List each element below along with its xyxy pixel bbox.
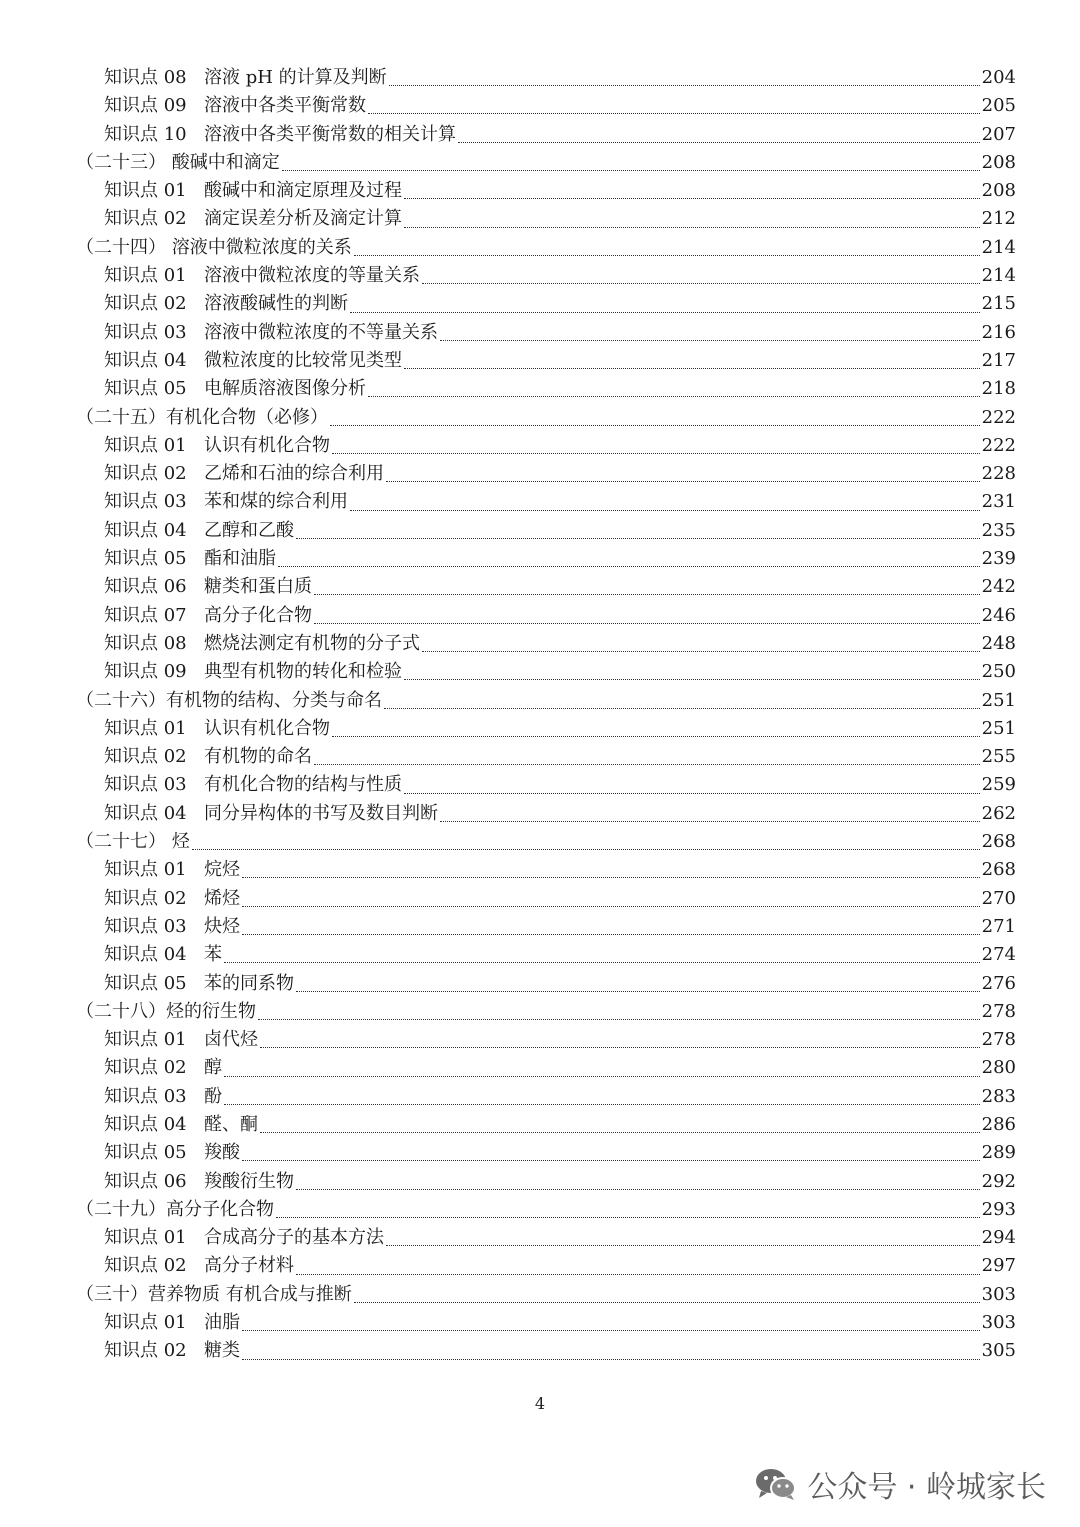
toc-item-entry[interactable]	[0, 290, 1016, 318]
toc-entry-title	[104, 1083, 222, 1111]
toc-entry-title	[104, 856, 240, 884]
toc-entry-title	[104, 1026, 258, 1054]
toc-page-number: 303	[981, 1312, 1016, 1334]
table-of-contents	[0, 64, 1080, 1366]
toc-entry-text: 油脂	[204, 1312, 240, 1334]
toc-entry-text: 溶液中微粒浓度的等量关系	[204, 265, 420, 287]
toc-page-number: 212	[981, 208, 1016, 230]
toc-page-number: 215	[981, 293, 1016, 315]
toc-item-entry[interactable]	[0, 1168, 1016, 1196]
toc-entry-title	[104, 1168, 294, 1196]
toc-dot-leader	[192, 848, 980, 850]
toc-entry-text: 羧酸	[204, 1142, 240, 1164]
toc-page-number: 205	[981, 95, 1016, 117]
toc-dot-leader	[458, 141, 980, 143]
toc-page-number: 214	[981, 236, 1016, 258]
toc-section-entry[interactable]	[0, 1281, 1016, 1309]
toc-section-entry[interactable]	[0, 828, 1016, 856]
toc-entry-label: 知识点 02	[104, 1255, 187, 1277]
toc-entry-text: 高分子材料	[204, 1255, 294, 1277]
toc-dot-leader	[242, 1358, 980, 1360]
toc-entry-title	[104, 1111, 258, 1139]
toc-item-entry[interactable]	[0, 602, 1016, 630]
toc-page-number: 297	[981, 1255, 1016, 1277]
toc-dot-leader	[242, 933, 980, 935]
toc-dot-leader	[404, 197, 980, 199]
toc-entry-label: 知识点 03	[104, 491, 187, 513]
toc-page-number: 274	[981, 944, 1016, 966]
toc-entry-label: 知识点 02	[104, 208, 187, 230]
toc-entry-text: 乙醇和乙酸	[204, 519, 294, 541]
toc-item-entry[interactable]	[0, 573, 1016, 601]
toc-entry-label: 知识点 06	[104, 1170, 187, 1192]
toc-entry-title	[104, 630, 420, 658]
toc-entry-text: 溶液酸碱性的判断	[204, 293, 348, 315]
toc-entry-text: 乙烯和石油的综合利用	[204, 463, 384, 485]
toc-entry-text: 有机化合物的结构与性质	[204, 774, 402, 796]
toc-dot-leader	[384, 707, 980, 709]
toc-item-entry[interactable]	[0, 64, 1016, 92]
toc-entry-label: 知识点 02	[104, 746, 187, 768]
toc-dot-leader	[296, 537, 980, 539]
toc-entry-title	[104, 658, 402, 686]
toc-entry-label: 知识点 03	[104, 774, 187, 796]
toc-entry-text: 滴定误差分析及滴定计算	[204, 208, 402, 230]
toc-dot-leader	[296, 1188, 980, 1190]
toc-page-number: 235	[981, 519, 1016, 541]
toc-item-entry[interactable]	[0, 1026, 1016, 1054]
toc-page-number: 278	[981, 1000, 1016, 1022]
toc-entry-label: 知识点 05	[104, 378, 187, 400]
page-number: 4	[534, 1394, 546, 1413]
toc-dot-leader	[258, 1018, 980, 1020]
toc-entry-label: 知识点 01	[104, 180, 187, 202]
toc-entry-title	[104, 375, 366, 403]
toc-entry-title	[104, 319, 438, 347]
toc-page-number: 248	[981, 632, 1016, 654]
toc-dot-leader	[354, 254, 980, 256]
toc-page-number: 216	[981, 321, 1016, 343]
toc-item-entry[interactable]	[0, 800, 1016, 828]
toc-item-entry[interactable]	[0, 347, 1016, 375]
toc-dot-leader	[368, 395, 980, 397]
toc-dot-leader	[278, 565, 980, 567]
toc-entry-text: 糖类	[204, 1340, 240, 1362]
toc-entry-text: 糖类和蛋白质	[204, 576, 312, 598]
watermark	[755, 1462, 1046, 1506]
toc-entry-title	[104, 92, 366, 120]
toc-dot-leader	[314, 593, 980, 595]
toc-entry-label: 知识点 01	[104, 265, 187, 287]
toc-item-entry[interactable]	[0, 658, 1016, 686]
toc-dot-leader	[242, 876, 980, 878]
toc-entry-text: 电解质溶液图像分析	[204, 378, 366, 400]
toc-entry-label: 知识点 01	[104, 1029, 187, 1051]
toc-item-entry[interactable]	[0, 92, 1016, 120]
toc-item-entry[interactable]	[0, 715, 1016, 743]
toc-item-entry[interactable]	[0, 319, 1016, 347]
toc-dot-leader	[422, 282, 980, 284]
toc-entry-title: （二十八）烃的衍生物	[76, 1000, 256, 1022]
toc-entry-title	[104, 771, 402, 799]
toc-section-entry[interactable]	[0, 149, 1016, 177]
toc-entry-text: 酚	[204, 1085, 222, 1107]
toc-dot-leader	[224, 1075, 980, 1077]
toc-dot-leader	[404, 678, 980, 680]
toc-entry-title	[104, 290, 348, 318]
toc-entry-text: 燃烧法测定有机物的分子式	[204, 632, 420, 654]
toc-entry-title	[104, 64, 387, 92]
toc-dot-leader	[350, 311, 980, 313]
toc-page-number: 303	[981, 1283, 1016, 1305]
toc-item-entry[interactable]	[0, 375, 1016, 403]
toc-dot-leader	[332, 735, 980, 737]
toc-item-entry[interactable]	[0, 1139, 1016, 1167]
toc-entry-label: 知识点 06	[104, 576, 187, 598]
toc-page-number: 278	[981, 1029, 1016, 1051]
toc-entry-text: 烷烃	[204, 859, 240, 881]
toc-dot-leader	[296, 1273, 980, 1275]
toc-dot-leader	[404, 226, 980, 228]
toc-entry-title	[104, 1309, 240, 1337]
toc-entry-title	[104, 177, 402, 205]
toc-entry-label: 知识点 02	[104, 887, 187, 909]
toc-entry-label: 知识点 02	[104, 463, 187, 485]
toc-page-number: 239	[981, 548, 1016, 570]
toc-entry-title: （二十七） 烃	[76, 831, 190, 853]
toc-entry-label: 知识点 09	[104, 661, 187, 683]
toc-entry-text: 酸碱中和滴定原理及过程	[204, 180, 402, 202]
toc-dot-leader	[368, 112, 980, 114]
toc-page-number: 271	[981, 915, 1016, 937]
toc-item-entry[interactable]	[0, 771, 1016, 799]
toc-entry-label: 知识点 08	[104, 632, 187, 654]
toc-entry-label: 知识点 04	[104, 802, 187, 824]
toc-entry-text: 合成高分子的基本方法	[204, 1227, 384, 1249]
toc-entry-title	[104, 800, 438, 828]
toc-page-number: 208	[981, 151, 1016, 173]
toc-item-entry[interactable]	[0, 1083, 1016, 1111]
toc-entry-text: 高分子化合物	[204, 604, 312, 626]
toc-entry-title	[104, 1224, 384, 1252]
toc-entry-text: 典型有机物的转化和检验	[204, 661, 402, 683]
toc-entry-label: 知识点 05	[104, 972, 187, 994]
toc-dot-leader	[354, 1301, 980, 1303]
toc-entry-title	[104, 460, 384, 488]
toc-item-entry[interactable]	[0, 743, 1016, 771]
toc-entry-label: 知识点 03	[104, 915, 187, 937]
toc-entry-title	[104, 432, 330, 460]
toc-section-entry[interactable]	[0, 404, 1016, 432]
toc-entry-label: 知识点 01	[104, 859, 187, 881]
toc-page-number: 270	[981, 887, 1016, 909]
toc-entry-title	[104, 1252, 294, 1280]
toc-entry-title	[104, 1337, 240, 1365]
toc-entry-text: 酯和油脂	[204, 548, 276, 570]
toc-item-entry[interactable]	[0, 545, 1016, 573]
toc-dot-leader	[386, 480, 980, 482]
toc-section-entry[interactable]	[0, 234, 1016, 262]
toc-page-number: 283	[981, 1085, 1016, 1107]
toc-page-number: 228	[981, 463, 1016, 485]
toc-item-entry[interactable]	[0, 970, 1016, 998]
toc-entry-label: 知识点 02	[104, 1057, 187, 1079]
toc-item-entry[interactable]	[0, 1252, 1016, 1280]
toc-dot-leader	[224, 961, 980, 963]
toc-entry-label: 知识点 04	[104, 349, 187, 371]
toc-page-number: 208	[981, 180, 1016, 202]
toc-page-number: 292	[981, 1170, 1016, 1192]
toc-dot-leader	[282, 169, 980, 171]
toc-entry-title	[104, 205, 402, 233]
toc-item-entry[interactable]	[0, 630, 1016, 658]
toc-page-number: 246	[981, 604, 1016, 626]
toc-entry-text: 溶液中各类平衡常数	[204, 95, 366, 117]
toc-entry-label: 知识点 08	[104, 67, 187, 88]
toc-entry-label: 知识点 09	[104, 95, 187, 117]
toc-entry-title	[104, 715, 330, 743]
wechat-icon	[755, 1467, 797, 1501]
toc-item-entry[interactable]	[0, 1054, 1016, 1082]
toc-entry-label: 知识点 01	[104, 1312, 187, 1334]
toc-dot-leader	[330, 424, 980, 426]
toc-page-number: 242	[981, 576, 1016, 598]
toc-entry-label: 知识点 01	[104, 717, 187, 739]
toc-entry-title	[104, 347, 402, 375]
toc-entry-title	[104, 121, 456, 149]
toc-page-number: 251	[981, 717, 1016, 739]
toc-entry-label: 知识点 04	[104, 944, 187, 966]
toc-dot-leader	[260, 1131, 980, 1133]
toc-item-entry[interactable]	[0, 1111, 1016, 1139]
toc-entry-text: 炔烃	[204, 915, 240, 937]
toc-page-number: 293	[981, 1198, 1016, 1220]
toc-entry-text: 羧酸衍生物	[204, 1170, 294, 1192]
toc-page-number: 222	[981, 434, 1016, 456]
toc-dot-leader	[422, 650, 980, 652]
toc-page-number: 268	[981, 859, 1016, 881]
toc-page-number: 268	[981, 831, 1016, 853]
toc-dot-leader	[242, 1159, 980, 1161]
toc-entry-label: 知识点 02	[104, 293, 187, 315]
toc-dot-leader	[440, 339, 980, 341]
toc-section-entry[interactable]	[0, 1196, 1016, 1224]
toc-entry-title	[104, 573, 312, 601]
toc-dot-leader	[260, 1046, 980, 1048]
toc-item-entry[interactable]	[0, 488, 1016, 516]
toc-entry-text: 苯的同系物	[204, 972, 294, 994]
toc-dot-leader	[296, 990, 980, 992]
toc-page-number: 214	[981, 265, 1016, 287]
toc-entry-title: （三十）营养物质 有机合成与推断	[76, 1283, 352, 1305]
toc-entry-title	[104, 517, 294, 545]
toc-entry-title: （二十四） 溶液中微粒浓度的关系	[76, 236, 352, 258]
toc-page-number: 289	[981, 1142, 1016, 1164]
toc-page-number: 262	[981, 802, 1016, 824]
toc-entry-title	[104, 1054, 222, 1082]
toc-item-entry[interactable]	[0, 121, 1016, 149]
toc-page-number: 250	[981, 661, 1016, 683]
toc-entry-title: （二十三） 酸碱中和滴定	[76, 151, 280, 173]
toc-page-number: 207	[981, 123, 1016, 145]
toc-entry-text: 溶液中微粒浓度的不等量关系	[204, 321, 438, 343]
toc-entry-text: 苯	[204, 944, 222, 966]
toc-page-number: 218	[981, 378, 1016, 400]
toc-item-entry[interactable]	[0, 913, 1016, 941]
toc-dot-leader	[332, 452, 980, 454]
toc-page-number: 280	[981, 1057, 1016, 1079]
toc-entry-label: 知识点 05	[104, 1142, 187, 1164]
toc-dot-leader	[314, 622, 980, 624]
toc-item-entry[interactable]	[0, 885, 1016, 913]
toc-entry-title	[104, 970, 294, 998]
toc-item-entry[interactable]	[0, 262, 1016, 290]
toc-page-number: 305	[981, 1340, 1016, 1362]
toc-entry-text: 有机物的命名	[204, 746, 312, 768]
toc-dot-leader	[242, 1329, 980, 1331]
toc-page-number: 276	[981, 972, 1016, 994]
toc-entry-text: 认识有机化合物	[204, 717, 330, 739]
toc-dot-leader	[224, 1103, 980, 1105]
toc-item-entry[interactable]	[0, 1224, 1016, 1252]
toc-entry-title	[104, 602, 312, 630]
toc-entry-text: 微粒浓度的比较常见类型	[204, 349, 402, 371]
toc-entry-text: 同分异构体的书写及数目判断	[204, 802, 438, 824]
toc-entry-text: 醛、酮	[204, 1113, 258, 1135]
toc-section-entry[interactable]	[0, 998, 1016, 1026]
toc-entry-label: 知识点 04	[104, 519, 187, 541]
toc-item-entry[interactable]	[0, 941, 1016, 969]
toc-page-number: 217	[981, 349, 1016, 371]
toc-page-number: 294	[981, 1227, 1016, 1249]
toc-entry-title	[104, 743, 312, 771]
toc-entry-text: 卤代烃	[204, 1029, 258, 1051]
toc-entry-title	[104, 913, 240, 941]
toc-entry-title: （二十九）高分子化合物	[76, 1198, 274, 1220]
toc-entry-title	[104, 488, 348, 516]
toc-item-entry[interactable]	[0, 205, 1016, 233]
toc-entry-title	[104, 941, 222, 969]
toc-entry-label: 知识点 04	[104, 1113, 187, 1135]
toc-entry-label: 知识点 01	[104, 1227, 187, 1249]
toc-entry-title	[104, 262, 420, 290]
toc-page-number: 259	[981, 774, 1016, 796]
toc-entry-title	[104, 885, 240, 913]
toc-entry-label: 知识点 03	[104, 1085, 187, 1107]
toc-dot-leader	[242, 905, 980, 907]
toc-entry-label: 知识点 05	[104, 548, 187, 570]
toc-item-entry[interactable]	[0, 177, 1016, 205]
toc-item-entry[interactable]	[0, 517, 1016, 545]
toc-page-number: 204	[981, 67, 1016, 88]
toc-section-entry[interactable]	[0, 687, 1016, 715]
toc-page-number: 231	[981, 491, 1016, 513]
toc-item-entry[interactable]	[0, 432, 1016, 460]
toc-entry-title	[104, 545, 276, 573]
toc-entry-label: 知识点 10	[104, 123, 187, 145]
toc-item-entry[interactable]	[0, 856, 1016, 884]
toc-entry-text: 认识有机化合物	[204, 434, 330, 456]
toc-dot-leader	[440, 820, 980, 822]
toc-item-entry[interactable]	[0, 460, 1016, 488]
toc-entry-title: （二十五）有机化合物（必修）	[76, 406, 328, 428]
toc-entry-label: 知识点 02	[104, 1340, 187, 1362]
toc-entry-text: 苯和煤的综合利用	[204, 491, 348, 513]
toc-dot-leader	[350, 509, 980, 511]
toc-entry-text: 溶液中各类平衡常数的相关计算	[204, 123, 456, 145]
toc-entry-text: 烯烃	[204, 887, 240, 909]
toc-item-entry[interactable]	[0, 1337, 1016, 1365]
toc-dot-leader	[404, 792, 980, 794]
toc-page-number: 286	[981, 1113, 1016, 1135]
toc-dot-leader	[389, 84, 980, 86]
toc-dot-leader	[386, 1244, 980, 1246]
toc-entry-title: （二十六）有机物的结构、分类与命名	[76, 689, 382, 711]
toc-dot-leader	[276, 1216, 980, 1218]
toc-dot-leader	[314, 763, 980, 765]
toc-page-number: 251	[981, 689, 1016, 711]
toc-item-entry[interactable]	[0, 1309, 1016, 1337]
toc-page-number: 255	[981, 746, 1016, 768]
toc-entry-label: 知识点 07	[104, 604, 187, 626]
toc-entry-title	[104, 1139, 240, 1167]
toc-entry-text: 醇	[204, 1057, 222, 1079]
watermark-text: 公众号 · 岭城家长	[807, 1470, 1046, 1505]
toc-page-number: 222	[981, 406, 1016, 428]
toc-entry-label: 知识点 03	[104, 321, 187, 343]
toc-entry-text: 溶液 pH 的计算及判断	[204, 67, 387, 88]
toc-dot-leader	[404, 367, 980, 369]
toc-entry-label: 知识点 01	[104, 434, 187, 456]
